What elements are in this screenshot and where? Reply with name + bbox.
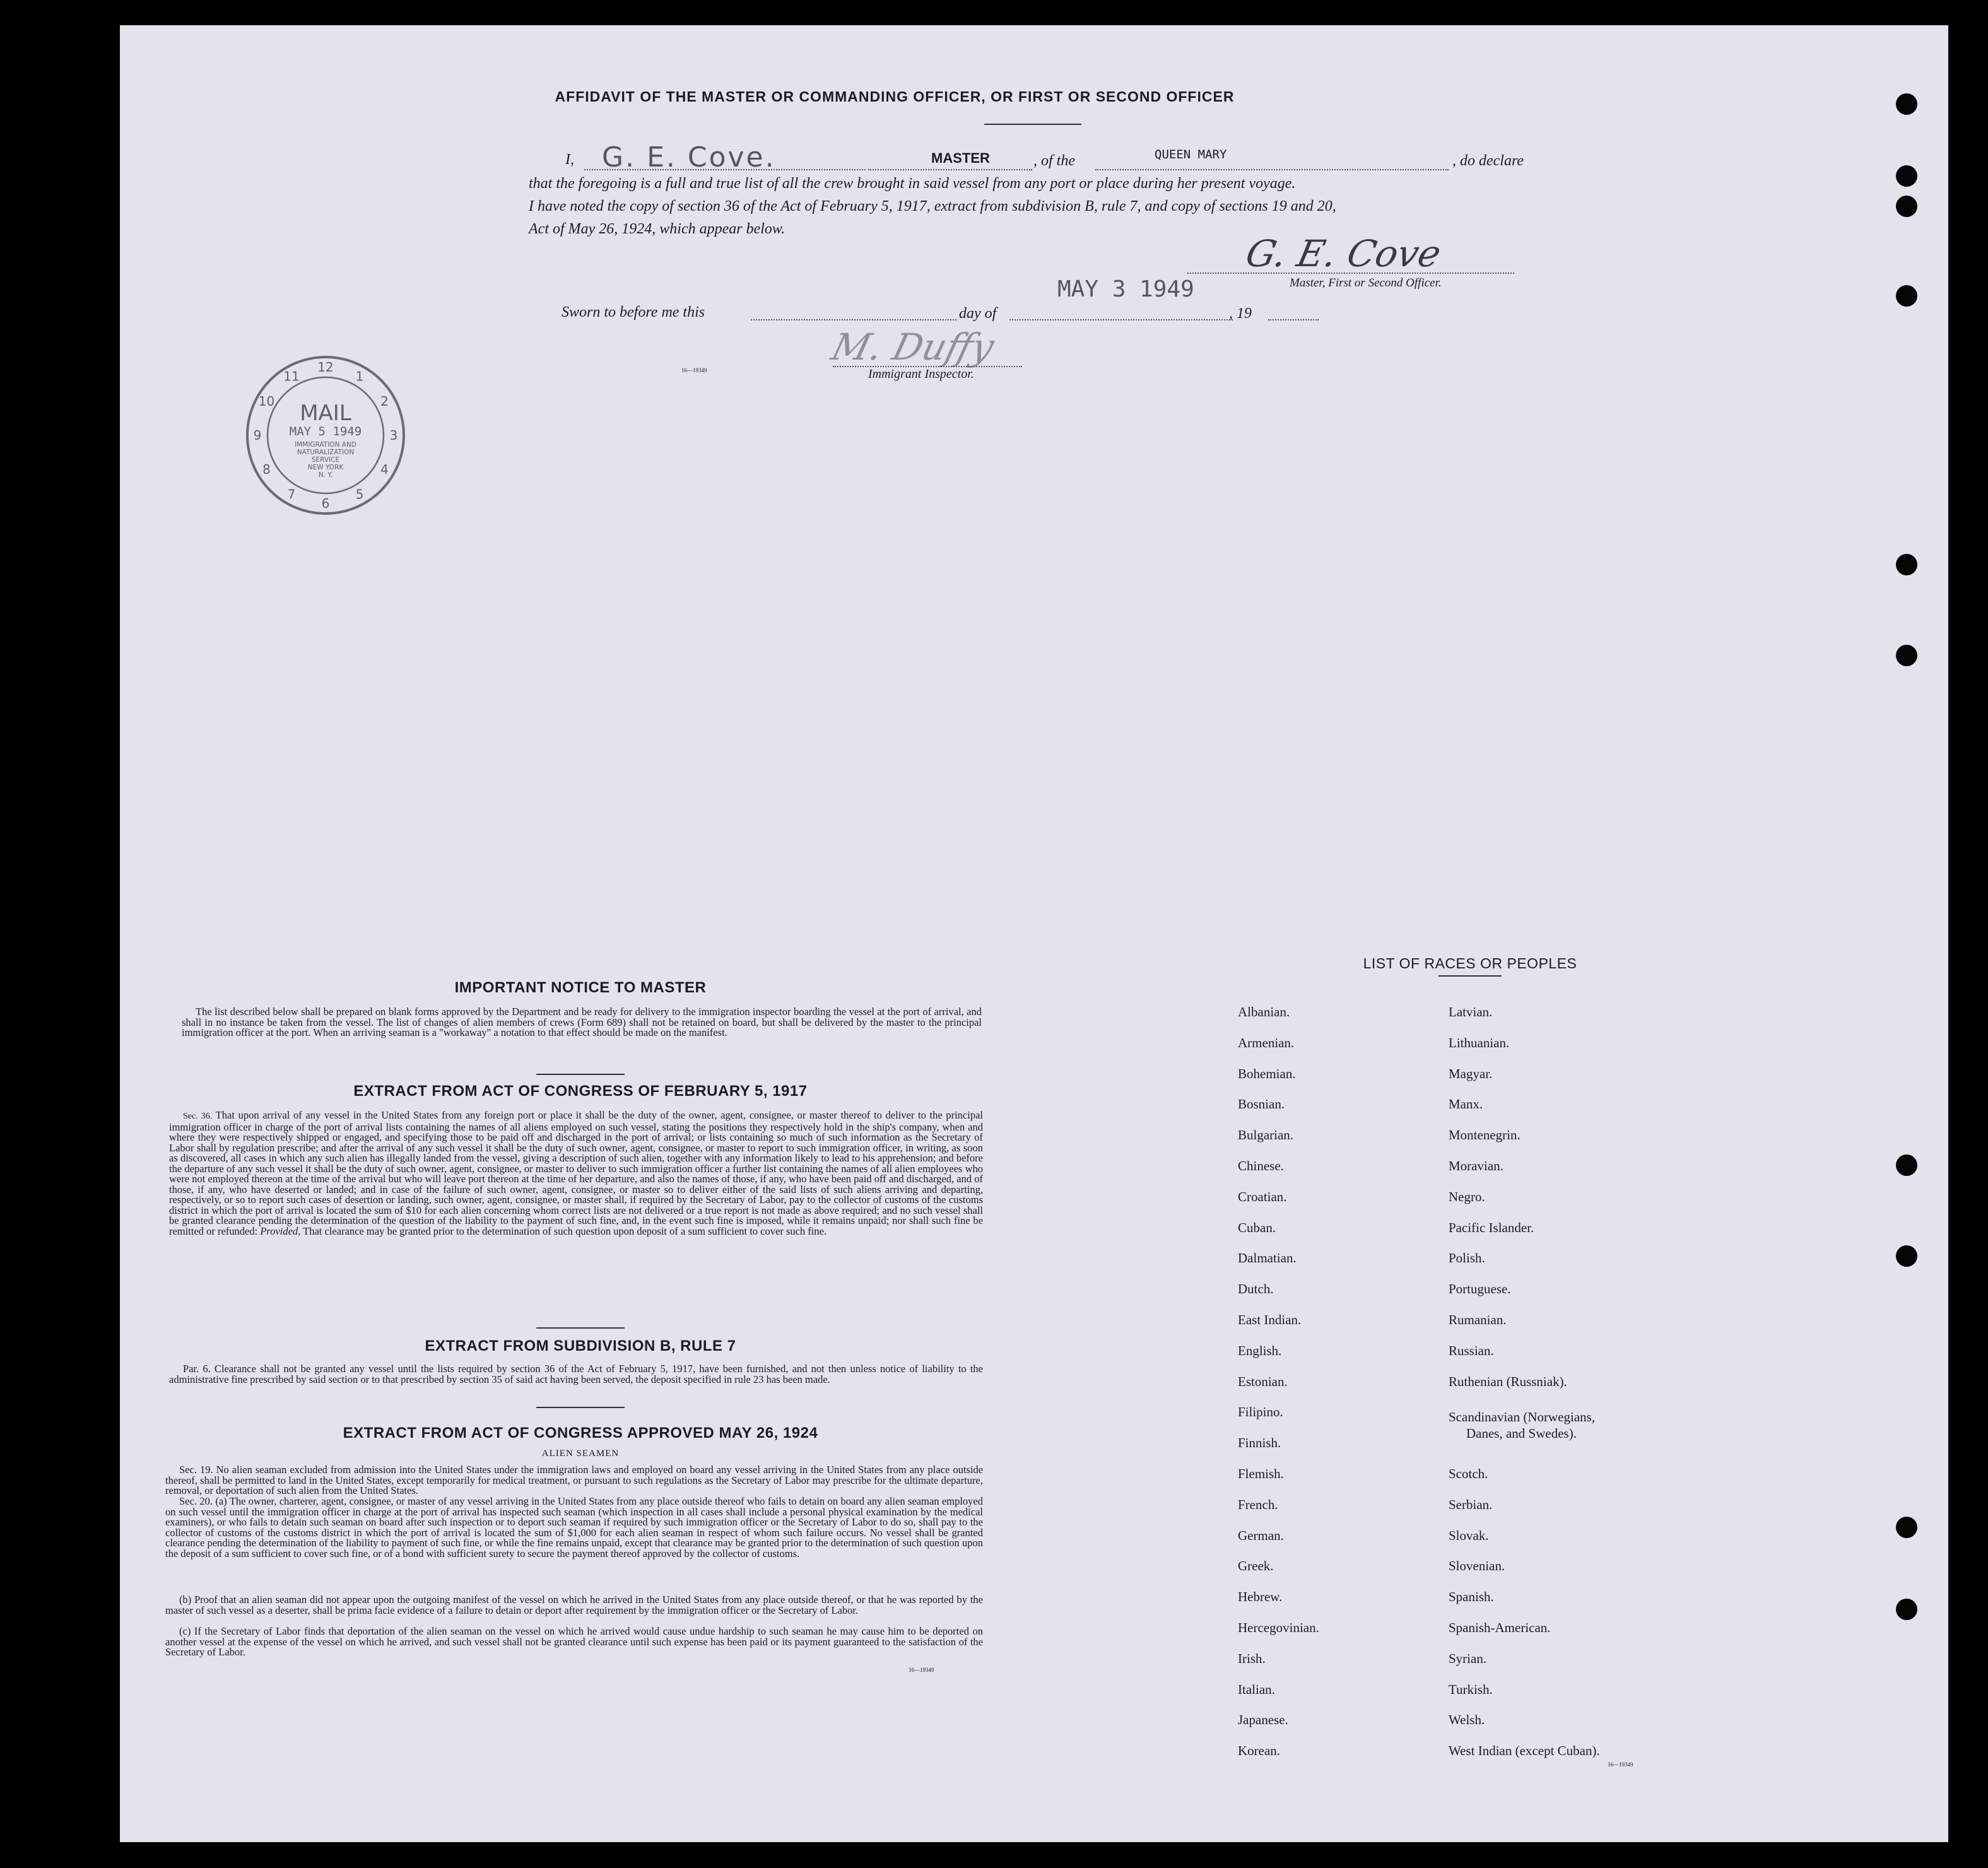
race-item: Bulgarian.: [1238, 1127, 1294, 1143]
stamp-word: MAIL: [300, 401, 351, 426]
race-item: Spanish.: [1449, 1589, 1494, 1605]
signature-line: [1187, 273, 1514, 274]
punch-hole: [1896, 1245, 1917, 1267]
race-item: West Indian (except Cuban).: [1449, 1743, 1600, 1759]
race-item: English.: [1238, 1342, 1282, 1358]
stamp-clock-digit: 7: [287, 486, 296, 502]
rank-blank-line: [868, 169, 1032, 170]
stamp-clock-digit: 8: [262, 462, 271, 477]
punch-hole: [1896, 285, 1917, 307]
notice-heading: IMPORTANT NOTICE TO MASTER: [454, 979, 707, 996]
race-item: Negro.: [1449, 1189, 1485, 1204]
race-item: Irish.: [1238, 1650, 1266, 1666]
sec-20c-paragraph: [165, 1626, 983, 1658]
race-item: Greek.: [1238, 1558, 1274, 1574]
stamp-clock-digit: 12: [317, 360, 334, 375]
rank-label: MASTER: [931, 150, 990, 166]
form-number-top: 16—19349: [681, 367, 707, 373]
races-title: LIST OF RACES OR PEOPLES: [1363, 955, 1577, 972]
race-item: East Indian.: [1238, 1312, 1302, 1327]
rule-7-heading: EXTRACT FROM SUBDIVISION B, RULE 7: [425, 1337, 736, 1354]
notice-paragraph: [182, 1007, 982, 1038]
race-item: Portuguese.: [1449, 1281, 1511, 1297]
race-item: Welsh.: [1449, 1712, 1485, 1728]
race-item: Rumanian.: [1449, 1312, 1507, 1327]
affidavit-line-4: Act of May 26, 1924, which appear below.: [529, 221, 785, 237]
form-number-races: 16—19349: [1608, 1761, 1633, 1768]
do-declare-label: , do declare: [1452, 153, 1524, 169]
title-rule: [984, 124, 1081, 125]
section-rule: [536, 1074, 625, 1075]
signature-caption: Master, First or Second Officer.: [1290, 276, 1442, 290]
affidavit-line-2: that the foregoing is a full and true list of all the crew brought in said vessel from any port or place during her present voyage.: [529, 175, 1296, 192]
rule-7-paragraph: [169, 1364, 983, 1385]
race-item: Flemish.: [1238, 1466, 1284, 1481]
race-item: French.: [1238, 1496, 1278, 1512]
sworn-month-line: [1009, 319, 1233, 320]
stamp-line-1: IMMIGRATION AND: [295, 441, 356, 449]
sworn-label: Sworn to before me this: [562, 304, 705, 320]
stamp-clock-digit: 5: [355, 486, 364, 502]
race-item: Russian.: [1449, 1342, 1494, 1358]
extract-1917-heading: EXTRACT FROM ACT OF CONGRESS OF FEBRUARY 5, 1917: [353, 1083, 808, 1100]
extract-1924-heading: EXTRACT FROM ACT OF CONGRESS APPROVED MAY 26, 1924: [343, 1424, 818, 1442]
race-item: Italian.: [1238, 1681, 1275, 1697]
sec-36-text: That upon arrival of any vessel in the United States from any foreign port or place it shall be the duty of the owner, agent, consignee, or master thereof to deliver to the principal immigration officer in charge of the port of arrival lists containing the names of all aliens employed on such vessel, stating the positions they respectively hold in the ship's company, when and where they were respectively shipped or engaged, and specifying those to be paid off and discharged in the port of arrival; or lists containing so much of such information as the Secretary of Labor shall by regulation prescribe; and after the arrival of any such vessel it shall be the duty of such owner, agent, consignee, or master to report to such immigration officer, in writing, as soon as discovered, all cases in which any such alien has illegally landed from the vessel, giving a description of such alien, together with any information likely to lead to his apprehension; and before the departure of any such vessel it shall be the duty of such owner, agent, consignee, or master to deliver to such immigration officer a further list containing the names of all alien employees who were not employed thereon at the time of the arrival but who will leave port thereon at the time of her departure, and also the names of those, if any, who have been paid off and discharged, and of those, if any, who have deserted or landed; and in case of the failure of such owner, agent, consignee, or master so to deliver either of the said lists of such aliens arriving and departing, respectively, or so to report such cases of desertion or landing, such owner, agent, consignee, or master shall, if required by the Secretary of Labor, pay to the collector of customs of the customs district in which the port of arrival is located the sum of $10 for each alien concerning whom correct lists are not delivered or a true report is not made as above required; and no such vessel shall be granted clearance pending the determination of the question of the liability to the payment of such fine, and, in the event such fine is imposed, while it remains unpaid; nor shall such fine be remitted or refunded:: [169, 1109, 984, 1237]
stamp-line-4: NEW YORK: [307, 464, 344, 471]
race-item: Slovenian.: [1449, 1558, 1505, 1574]
affidavit-line-3: I have noted the copy of section 36 of the Act of February 5, 1917, extract from subdivision B, rule 7, and copy of sections 19 and 20,: [529, 198, 1336, 214]
section-rule: [536, 1407, 625, 1408]
race-item: Croatian.: [1238, 1189, 1287, 1204]
punch-hole: [1896, 93, 1917, 115]
notice-text: The list described below shall be prepared on blank forms approved by the Department and be ready for delivery to the immigration inspector boarding the vessel at the port of arrival, and shall in no instance be taken from the vessel. The list of changes of alien members of crews (Form 689) shall not be retained on board, but shall be delivered by the master to the principal immigration officer at the port. When an arriving seaman is a "workaway" a notation to that effect should be made on the manifest.: [182, 1006, 982, 1038]
vessel-blank-line: [1095, 169, 1449, 170]
race-item: Syrian.: [1449, 1650, 1487, 1666]
stamp-clock-digit: 1: [355, 368, 364, 384]
race-item: Latvian.: [1449, 1004, 1493, 1019]
extract-1917-paragraph: [169, 1110, 983, 1237]
race-item: Ruthenian (Russniak).: [1449, 1373, 1567, 1389]
stamp-clock-digit: 4: [380, 462, 389, 477]
document-page: [120, 25, 1948, 1842]
races-title-rule: [1438, 975, 1502, 977]
race-item: Slovak.: [1449, 1527, 1489, 1543]
race-item: Dalmatian.: [1238, 1250, 1297, 1266]
race-item: Scandinavian (Norwegians,: [1449, 1409, 1596, 1425]
race-item: Montenegrin.: [1449, 1127, 1520, 1143]
stamp-clock-digit: 6: [321, 496, 330, 511]
race-item: Bosnian.: [1238, 1096, 1285, 1112]
provided-word: Provided,: [260, 1225, 301, 1237]
race-item: Cuban.: [1238, 1219, 1276, 1235]
stamp-clock-digit: 11: [283, 368, 300, 384]
race-item: Japanese.: [1238, 1712, 1288, 1728]
sec-36-label: Sec. 36.: [183, 1112, 213, 1121]
race-item: Albanian.: [1238, 1004, 1290, 1019]
affidavit-i-label: I,: [565, 151, 574, 168]
sec-20a-text: Sec. 20. (a) The owner, charterer, agent, consignee, or master of any vessel arriving in the United States from any place outside thereof who fails to detain on board any alien seaman employed on such vessel until the immigration officer in charge at the port of arrival has inspected such seaman (which inspection in all cases shall include a personal physical examination by the medical examiners), or who fails to detain such seaman on board after such inspection or to deport such seaman if required by such immigration officer or the Secretary of Labor to do so, shall pay to the collector of customs of the customs district in which the port of arrival is located the sum of $1,000 for each alien seaman in respect of whom such failure occurs. No vessel shall be granted clearance pending the determination of the liability to payment of such fine, or while the fine remains unpaid, except that clearance may be granted prior to the determination of such question upon the deposit of a sum sufficient to cover such fine, or of a bond with sufficient surety to secure the payment thereof approved by the collector of customs.: [165, 1495, 983, 1560]
race-item: Magyar.: [1449, 1066, 1493, 1081]
race-item: Pacific Islander.: [1449, 1219, 1534, 1235]
race-item: Hebrew.: [1238, 1589, 1283, 1605]
sec-19-paragraph: [165, 1465, 983, 1496]
punch-hole: [1896, 554, 1917, 575]
sec-20a-paragraph: [165, 1496, 983, 1559]
race-item: Moravian.: [1449, 1158, 1503, 1173]
race-item: Scotch.: [1449, 1466, 1488, 1481]
sworn-date-stamp: MAY 3 1949: [1057, 276, 1194, 302]
race-item: Serbian.: [1449, 1496, 1493, 1512]
race-item: Polish.: [1449, 1250, 1485, 1266]
stamp-clock-digit: 3: [389, 428, 398, 443]
stamp-line-5: N. Y.: [318, 471, 333, 479]
race-item: Finnish.: [1238, 1435, 1281, 1451]
race-item: Dutch.: [1238, 1281, 1274, 1297]
stamp-clock-digit: 10: [258, 394, 275, 409]
master-signature: G. E. Cove: [1242, 232, 1445, 275]
punch-hole: [1896, 165, 1917, 187]
race-item: German.: [1238, 1527, 1284, 1543]
alien-seamen-subheading: ALIEN SEAMEN: [541, 1448, 620, 1459]
punch-hole: [1896, 1154, 1917, 1176]
sec-20b-text: (b) Proof that an alien seaman did not appear upon the outgoing manifest of the vessel on which he arrived in the United States from any place outside thereof, or that he was reported by the master of such vessel as a deserter, shall be prima facie evidence of a failure to detain or deport after requirement by the immigration officer or the Secretary of Labor.: [165, 1594, 983, 1616]
inspector-caption: Immigrant Inspector.: [868, 367, 974, 381]
stamp-clock-digit: 2: [380, 394, 389, 409]
year-prefix: , 19: [1229, 305, 1252, 322]
race-item: Spanish-American.: [1449, 1620, 1551, 1635]
race-item: Hercegovinian.: [1238, 1620, 1319, 1635]
race-item: Bohemian.: [1238, 1066, 1296, 1081]
sec-20b-paragraph: [165, 1595, 983, 1616]
master-name-handwritten: G. E. Cove.: [602, 141, 776, 173]
punch-hole: [1896, 1599, 1917, 1620]
race-item: Armenian.: [1238, 1035, 1295, 1050]
year-blank-line: [1268, 319, 1319, 320]
mail-received-stamp: [244, 353, 408, 517]
race-item: Estonian.: [1238, 1373, 1288, 1389]
form-number-left: 16—19349: [909, 1667, 934, 1673]
inspector-signature: M. Duffy: [827, 326, 999, 368]
of-the-label: , of the: [1033, 153, 1075, 169]
stamp-date: MAY 5 1949: [289, 425, 362, 438]
sec-36-text-end: That clearance may be granted prior to the determination of such question upon deposit of a sum sufficient to cover such fine.: [303, 1225, 827, 1237]
punch-hole: [1896, 645, 1917, 666]
race-item: Lithuanian.: [1449, 1035, 1510, 1050]
race-item: Manx.: [1449, 1096, 1483, 1112]
punch-hole: [1896, 1517, 1917, 1538]
punch-hole: [1896, 196, 1917, 217]
day-of-label: day of: [959, 305, 997, 322]
sworn-day-line: [751, 319, 956, 320]
sec-20c-text: (c) If the Secretary of Labor finds that deportation of the alien seaman on the vessel on which he arrived would cause undue hardship to such seaman he may cause him to be deported on another vessel at the expense of the vessel on which he arrived, and such vessel shall not be granted clearance until such expense has been paid or its payment guaranteed to the satisfaction of the Secretary of Labor.: [165, 1625, 983, 1658]
stamp-line-2: NATURALIZATION: [297, 449, 355, 456]
race-item: Turkish.: [1449, 1681, 1493, 1697]
race-item: Filipino.: [1238, 1404, 1283, 1420]
race-item: Danes, and Swedes).: [1466, 1426, 1577, 1442]
affidavit-title: AFFIDAVIT OF THE MASTER OR COMMANDING OFFICER, OR FIRST OR SECOND OFFICER: [555, 88, 1235, 105]
race-item: Chinese.: [1238, 1158, 1284, 1173]
race-item: Korean.: [1238, 1743, 1281, 1759]
sec-19-text: Sec. 19. No alien seaman excluded from admission into the United States under the immigration laws and employed on board any vessel arriving in the United States from any place outside thereof, shall be permitted to land in the United States, except temporarily for medical treatment, or pursuant to such regulations as the Secretary of Labor may prescribe for the ultimate departure, removal, or deportation of such alien from the United States.: [165, 1464, 983, 1496]
stamp-clock-digit: 9: [253, 428, 262, 443]
rule-7-text: Par. 6. Clearance shall not be granted any vessel until the lists required by section 36 of the Act of February 5, 1917, have been furnished, and not then unless notice of liability to the administrative fine prescribed by said section or to that prescribed by section 35 of said act having been served, the deposit specified in rule 23 has been made.: [169, 1363, 983, 1385]
vessel-name: QUEEN MARY: [1155, 148, 1227, 162]
stamp-line-3: SERVICE: [311, 456, 340, 464]
section-rule: [536, 1327, 625, 1329]
